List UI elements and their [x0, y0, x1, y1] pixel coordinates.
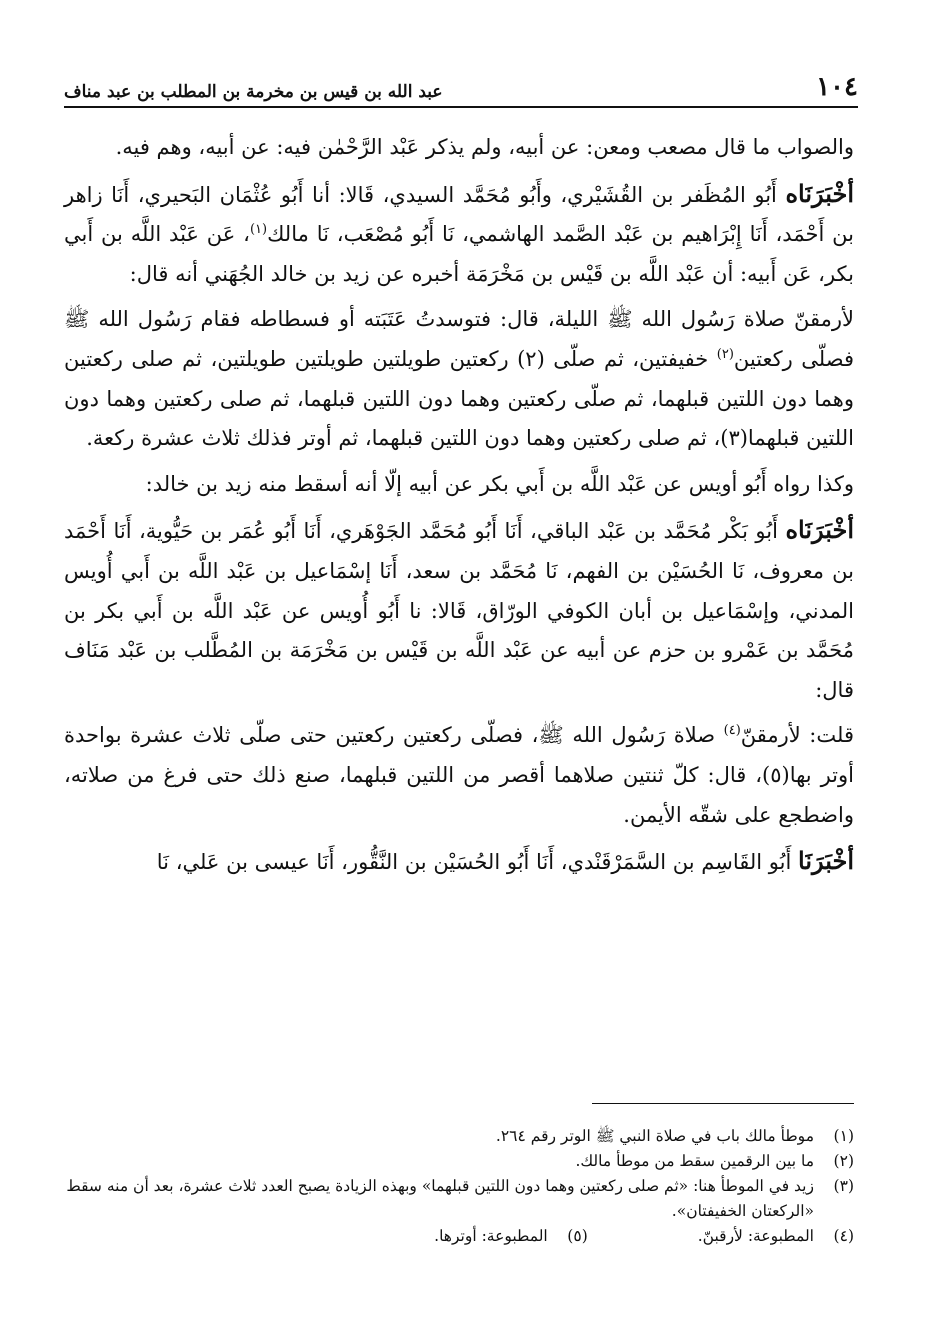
footnote-4: [698, 1224, 854, 1249]
running-title: عبد الله بن قيس بن مخرمة بن المطلب بن عبد مناف: [64, 82, 443, 102]
footnote-text: المطبوعة: لأرقبنّ.: [697, 1227, 814, 1245]
paragraph-text-tail: ، عَن عَبْد اللَّه بن أَبي بكر، عَن أَبيه: أن عَبْد اللَّه بن قَيْس بن مَخْرَمَة أخبره عن زيد بن خالد الجُهَني أنه قال:: [64, 222, 854, 286]
footnote-text: موطأ مالك باب في صلاة النبي ﷺ الوتر رقم ٢٦٤.: [495, 1127, 814, 1145]
footnote-row: [64, 1224, 854, 1249]
page-number: ١٠٤: [816, 72, 858, 102]
footnote-2: [64, 1149, 854, 1174]
footnote-1: [64, 1124, 854, 1149]
main-text: [64, 128, 854, 889]
paragraph-text: قلت: لأرمقنّ: [740, 723, 854, 748]
footnote-number: (١): [833, 1127, 854, 1145]
footnote-divider: [592, 1103, 854, 1104]
paragraph-lead-word: أخْبَرَنَا: [798, 846, 854, 876]
footnote-5: [434, 1224, 588, 1249]
paragraph-text: أَبُو بَكْر مُحَمَّد بن عَبْد الباقي، أَنَا أَبُو مُحَمَّد الجَوْهَري، أَنَا أَبُو عُمَر بن حَيُّوية، أَنَا أَحْمَد بن معروف، نَا الحُسَيْن بن الفهم، نَا مُحَمَّد بن سعد، أَنَا إسْمَاعيل بن عَبْد اللَّه بن أَبي أُويس المدني، وإسْمَاعيل بن أبان الكوفي الورّاق، قَالا: نا أَبُو أُويس عن عَبْد اللَّه بن أَبي بكر بن مُحَمَّد بن عَمْرو بن حزم عن أبيه عن عَبْد اللَّه بن قَيْس بن مَخْرَمَة بن المُطَّلب بن عَبْد مَنَاف قال:: [64, 519, 854, 702]
footnote-ref: (٢): [716, 346, 734, 362]
paragraph-lead-word: أخْبَرَنَاه: [785, 178, 854, 208]
paragraph-text-tail: خفيفتين، ثم صلّى (٢) ركعتين طويلتين طويلتين طويلتين، ثم صلى ركعتين وهما دون اللتين قبلهما، ثم صلّى ركعتين وهما دون اللتين قبلهما، ثم صلى ركعتين وهما دون اللتين قبلهما(٣)، ثم صلى ركعتين وهما دون اللتين قبلهما، ثم أوتر فذلك ثلاث عشرة ركعة.: [64, 346, 854, 451]
paragraph-3: [64, 300, 854, 458]
footnote-text: زيد في الموطأ هنا: «ثم صلى ركعتين وهما دون اللتين قبلهما» وبهذه الزيادة يصبح العدد ثلاث عشرة، بعد أن منه سقط «الركعتان الخفيفتان».: [66, 1177, 814, 1220]
footnote-number: (٢): [833, 1152, 854, 1170]
footnote-ref: (٤): [723, 723, 741, 739]
paragraph-5: [64, 510, 854, 710]
footnote-text: ما بين الرقمين سقط من موطأ مالك.: [575, 1152, 814, 1170]
footnote-number: (٥): [567, 1227, 588, 1245]
paragraph-text: لأرمقنّ صلاة رَسُول الله ﷺ الليلة، قال: فتوسدتُ عَتَبَته أو فسطاطه فقام رَسُول الله ﷺ فصلّى ركعتين: [64, 307, 854, 371]
page-header: [64, 62, 858, 108]
paragraph-2: [64, 174, 854, 295]
footnote-3: [64, 1174, 854, 1224]
paragraph-text: وكذا رواه أَبُو أويس عن عَبْد اللَّه بن أَبي بكر عن أبيه إلّا أنه أسقط منه زيد بن خالد:: [145, 471, 854, 496]
footnote-number: (٤): [833, 1227, 854, 1245]
paragraph-6: [64, 716, 854, 835]
paragraph-text: أَبُو المُظَفر بن القُشَيْري، وأَبُو مُحَمَّد السيدي، قَالا: أنا أَبُو عُثْمَان البَحيري، أَنَا زاهر بن أَحْمَد، أَنَا إِبْرَاهيم بن عَبْد الصَّمد الهاشمي، نَا أَبُو مُصْعَب، نَا مالك: [64, 182, 854, 247]
paragraph-lead-word: أخْبَرَنَاه: [785, 515, 854, 545]
paragraph-text-tail: صلاة رَسُول الله ﷺ، فصلّى ركعتين ركعتين حتى صلّى ثلاث عشرة بواحدة أوتر بها(٥)، قال: كلّ ثنتين صلاهما أقصر من اللتين قبلهما، صنع ذلك حتى فرغ من صلاته، واضطجع على شقّه الأيمن.: [64, 723, 854, 827]
footnote-text: المطبوعة: أوترها.: [434, 1227, 548, 1245]
paragraph-1: [64, 128, 854, 168]
paragraph-text: أَبُو القَاسِم بن السَّمَرْقَنْدي، أَنَا أَبُو الحُسَيْن بن النَّقُّور، أَنَا عيسى بن عَلي، نَا: [156, 850, 792, 875]
footnote-number: (٣): [833, 1177, 854, 1195]
footnotes: [64, 1124, 854, 1249]
paragraph-4: [64, 465, 854, 505]
paragraph-7: [64, 841, 854, 883]
paragraph-text: والصواب ما قال مصعب ومعن: عن أبيه، ولم يذكر عَبْد الرَّحْمٰن فيه: عن أبيه، وهم فيه.: [115, 135, 854, 159]
footnote-ref: (١): [249, 222, 268, 238]
